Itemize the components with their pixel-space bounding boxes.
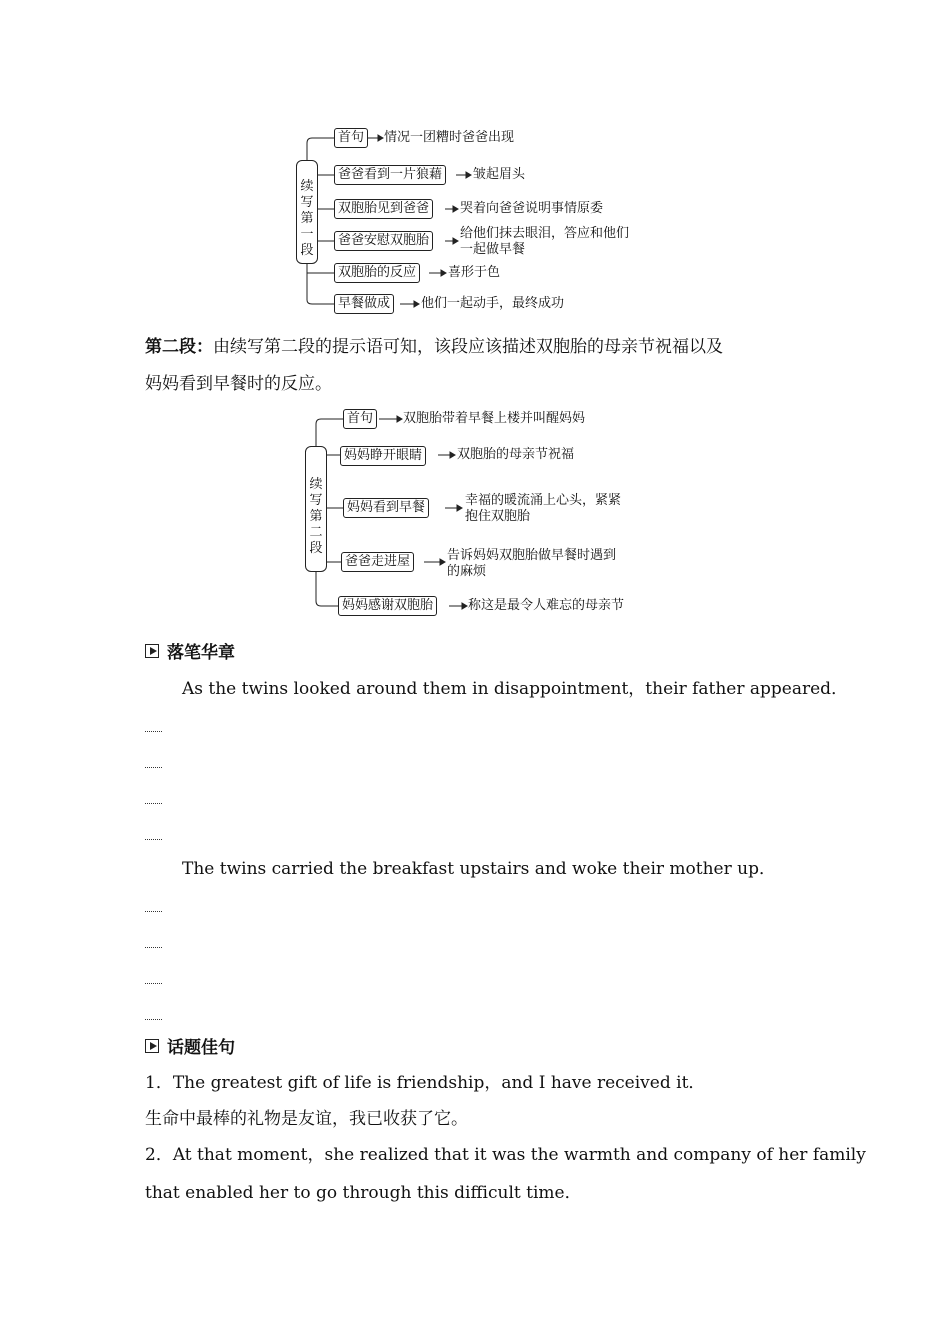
topic-sentence-1-en: 1．The greatest gift of life is friendship，and I have received it． <box>145 1073 706 1093</box>
diagram1-vertical-label: 续 写 第 一 段 <box>296 160 318 264</box>
writing-blank-line[interactable] <box>145 1018 162 1020</box>
diagram1-node-desc: 哭着向爸爸说明事情原委 <box>460 201 604 216</box>
diagram2-node-desc: 告诉妈妈双胞胎做早餐时遇到 的麻烦 <box>447 548 617 579</box>
diagram1-node-label: 早餐做成 <box>334 294 394 314</box>
section2-text-cont: 妈妈看到早餐时的反应。 <box>145 374 332 394</box>
writing-blank-line[interactable] <box>145 838 162 840</box>
diagram2-node-label: 妈妈看到早餐 <box>343 498 429 518</box>
diagram1-node-desc: 情况一团糟时爸爸出现 <box>384 130 515 145</box>
diagram2-vertical-label: 续 写 第 二 段 <box>305 446 327 572</box>
diagram2-node-desc: 双胞胎的母亲节祝福 <box>457 447 575 462</box>
diagram2-node-label: 妈妈睁开眼睛 <box>340 446 426 466</box>
diagram1-node-desc: 他们一起动手，最终成功 <box>421 296 565 311</box>
writing-sentence-1: As the twins looked around them in disappointment，their father appeared． <box>182 679 849 699</box>
diagram2-node-label: 妈妈感谢双胞胎 <box>338 596 437 616</box>
diagram1-node-label: 爸爸看到一片狼藉 <box>334 165 446 185</box>
writing-blank-line[interactable] <box>145 802 162 804</box>
section2-text: 由续写第二段的提示语可知，该段应该描述双胞胎的母亲节祝福以及 <box>213 337 723 357</box>
diagram1-node-label: 首句 <box>334 128 368 148</box>
diagram1-node-label: 双胞胎的反应 <box>334 263 420 283</box>
play-triangle-icon <box>145 644 159 658</box>
diagram1-node-label: 爸爸安慰双胞胎 <box>334 231 433 251</box>
writing-sentence-2: The twins carried the breakfast upstairs and woke their mother up． <box>182 859 776 879</box>
section2-label: 第二段： <box>145 337 213 357</box>
heading-text: 落笔华章 <box>167 643 235 663</box>
play-triangle-icon <box>145 1039 159 1053</box>
writing-blank-line[interactable] <box>145 730 162 732</box>
diagram2-node-label: 爸爸走进屋 <box>341 552 414 572</box>
diagram1-node-desc: 给他们抹去眼泪，答应和他们 一起做早餐 <box>460 226 630 257</box>
topic-sentence-2-en: 2．At that moment，she realized that it was the warmth and company of her family <box>145 1145 866 1165</box>
writing-blank-line[interactable] <box>145 982 162 984</box>
writing-blank-line[interactable] <box>145 946 162 948</box>
diagram2-node-desc: 幸福的暖流涌上心头，紧紧 抱住双胞胎 <box>465 493 622 524</box>
diagram1-node-desc: 皱起眉头 <box>473 167 526 182</box>
topic-sentence-1-zh: 生命中最棒的礼物是友谊，我已收获了它。 <box>145 1109 468 1129</box>
heading-luobi-huazhang <box>145 638 235 663</box>
topic-sentence-2-en-cont: that enabled her to go through this difficult time． <box>145 1183 582 1203</box>
diagram2-node-desc: 双胞胎带着早餐上楼并叫醒妈妈 <box>403 411 586 426</box>
writing-blank-line[interactable] <box>145 766 162 768</box>
diagram2-node-desc: 称这是最令人难忘的母亲节 <box>468 598 625 613</box>
heading-text: 话题佳句 <box>167 1038 235 1058</box>
diagram1-node-desc: 喜形于色 <box>448 265 501 280</box>
diagram2-node-label: 首句 <box>343 409 377 429</box>
diagram2-connectors <box>0 0 950 640</box>
diagram1-node-label: 双胞胎见到爸爸 <box>334 199 433 219</box>
heading-huati-jiaju <box>145 1033 235 1058</box>
writing-blank-line[interactable] <box>145 910 162 912</box>
